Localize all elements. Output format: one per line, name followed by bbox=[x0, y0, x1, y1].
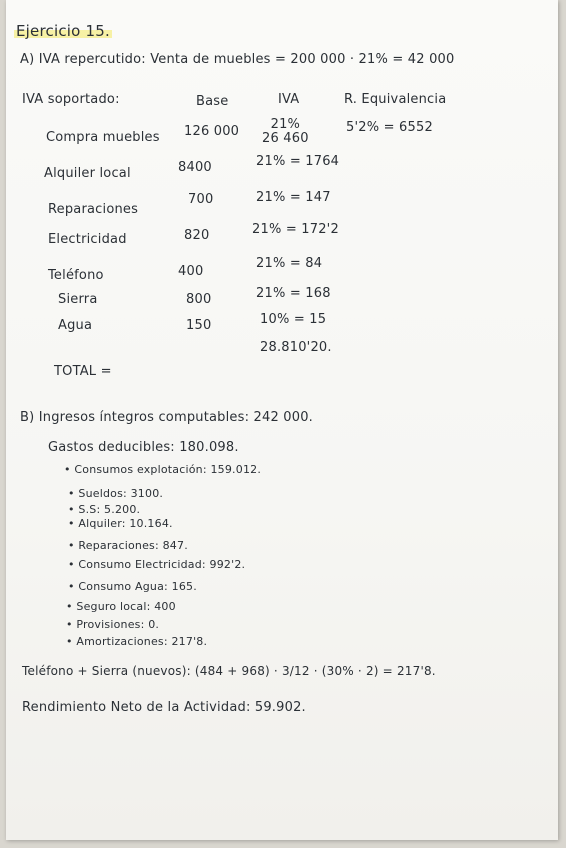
notebook-page bbox=[6, 0, 558, 840]
row-base: 700 bbox=[188, 192, 214, 207]
row-iva: 10% = 15 bbox=[260, 312, 327, 327]
expense-item: • Amortizaciones: 217'8. bbox=[66, 635, 208, 648]
row-base: 126 000 bbox=[184, 124, 240, 139]
row-iva: 21% = 147 bbox=[256, 190, 331, 205]
row-iva-rate: 21% bbox=[270, 117, 301, 132]
row-concept: Sierra bbox=[58, 292, 98, 307]
row-concept: Electricidad bbox=[48, 232, 127, 247]
iva-sum: 28.810'20. bbox=[260, 340, 332, 355]
row-iva: 21% = 168 bbox=[256, 286, 331, 301]
expense-item: • Consumos explotación: 159.012. bbox=[64, 463, 262, 476]
row-iva: 21% = 1764 bbox=[256, 154, 340, 169]
row-base: 400 bbox=[178, 264, 204, 279]
expense-item: • Consumo Electricidad: 992'2. bbox=[68, 558, 246, 571]
row-base: 800 bbox=[186, 292, 212, 307]
row-iva-amount: 26 460 bbox=[262, 131, 309, 146]
depreciation-formula: Teléfono + Sierra (nuevos): (484 + 968) · 3/12 · (30% · 2) = 217'8. bbox=[22, 664, 436, 678]
expense-item: • S.S: 5.200. bbox=[68, 503, 141, 516]
expense-item: • Sueldos: 3100. bbox=[68, 487, 164, 500]
row-concept: Compra muebles bbox=[46, 130, 160, 145]
row-concept: Teléfono bbox=[48, 268, 104, 283]
part-b-heading: B) Ingresos íntegros computables: 242 000. bbox=[20, 410, 314, 425]
row-re: 5'2% = 6552 bbox=[346, 120, 433, 135]
net-result: Rendimiento Neto de la Actividad: 59.902. bbox=[22, 700, 306, 715]
row-iva: 21% = 172'2 bbox=[252, 222, 339, 237]
exercise-title: Ejercicio 15. bbox=[16, 22, 110, 40]
row-iva bbox=[262, 118, 309, 146]
total-label: TOTAL = bbox=[54, 364, 112, 379]
column-header-base: Base bbox=[196, 94, 229, 109]
iva-soportado-label: IVA soportado: bbox=[22, 92, 120, 107]
gastos-deducibles: Gastos deducibles: 180.098. bbox=[48, 440, 239, 455]
expense-item: • Seguro local: 400 bbox=[66, 600, 176, 613]
row-concept: Alquiler local bbox=[44, 166, 131, 181]
column-header-iva: IVA bbox=[278, 92, 300, 107]
row-concept: Reparaciones bbox=[48, 202, 139, 217]
row-base: 820 bbox=[184, 228, 210, 243]
expense-item: • Alquiler: 10.164. bbox=[68, 517, 173, 530]
expense-item: • Consumo Agua: 165. bbox=[68, 580, 197, 593]
row-base: 8400 bbox=[178, 160, 212, 175]
row-concept: Agua bbox=[58, 318, 93, 333]
part-a-heading: A) IVA repercutido: Venta de muebles = 200 000 · 21% = 42 000 bbox=[20, 52, 455, 67]
column-header-re: R. Equivalencia bbox=[344, 92, 447, 107]
expense-item: • Reparaciones: 847. bbox=[68, 539, 188, 552]
row-iva: 21% = 84 bbox=[256, 256, 323, 271]
row-base: 150 bbox=[186, 318, 212, 333]
expense-item: • Provisiones: 0. bbox=[66, 618, 160, 631]
